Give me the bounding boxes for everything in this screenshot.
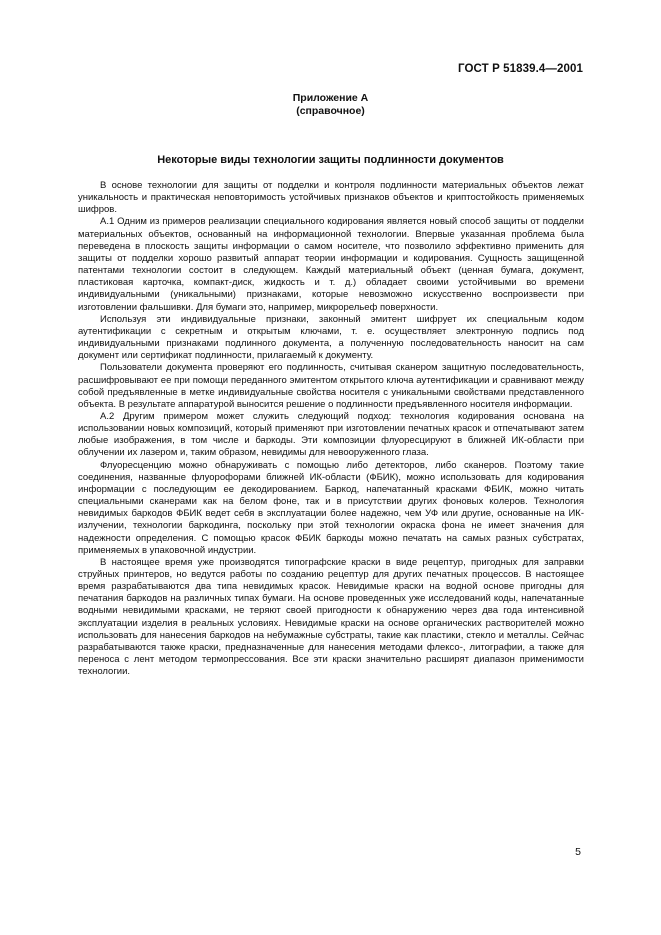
appendix-title: Приложение А [292,92,369,104]
appendix-heading [0,92,661,118]
paragraph-a2-inks: В настоящее время уже производятся типографские краски в виде рецептур, пригодных для заправки струйных принтеров, но ведутся работы по созданию рецептур для других печатных процессов. В настоящее время разрабатываются два типа невидимых красок. Невидимые краски на водной основе пригодны для печатания баркодов на различных типах бумаги. На основе проведенных уже исследований коды, напечатанные водными невидимыми красками, не теряют своей пригодности к обнаружению через два года интенсивной эксплуатации изделия в реальных условиях. Невидимые краски на основе органических растворителей можно использовать для нанесения баркодов на небумажные субстраты, такие как пластики, стекло и металлы. Сейчас разрабатываются также краски, предназначенные для нанесения методами флексо-, литографии, а также для переноса с лент методом термопрессования. Все эти краски значительно расширят диапазон применимости технологии. [78,556,584,678]
paragraph-a2: А.2 Другим примером может служить следующий подход: технология кодирования основана на использовании новых композиций, который применяют при изготовлении печатных красок и отпечатывают затем любые изображения, в том числе и баркоды. Эти композиции флуоресцируют в ближней ИК-области при облучении их лазером и, таким образом, невидимы для невооруженного глаза. [78,410,584,459]
paragraph-a1: А.1 Одним из примеров реализации специального кодирования является новый способ защиты от подделки материальных объектов, основанный на информационной технологии. Впервые указанная проблема была переведена в плоскость защиты информации о самом носителе, что позволило эффективно применить для защиты от подделки хорошо развитый аппарат теории информации и кодирования. Сущность защищенной патентами технологии состоит в следующем. Каждый материальный объект (ценная бумага, документ, пластиковая карточка, компакт-диск, жидкость и т. д.) обладает своими устойчивыми во времени индивидуальными (уникальными) признаками, которые невозможно искусственно воспроизвести при изготовлении фальшивки. Для бумаги это, например, микрорельеф поверхности. [78,216,584,313]
standard-code: ГОСТ Р 51839.4—2001 [458,63,583,75]
paragraph-intro: В основе технологии для защиты от подделки и контроля подлинности материальных объектов лежат уникальность и практическая неповторимость устойчивых признаков объектов и криптостойкость применяемых шифров. [78,180,584,216]
paragraph-a2-fluorescence: Флуоресценцию можно обнаруживать с помощью либо детекторов, либо сканеров. Поэтому такие соединения, названные флуорофорами ближней ИК-области (ФБИК), можно использовать для кодирования информации с последующим ее декодированием. Баркод, напечатанный красками ФБИК, можно читать специальными сканерами как на белом фоне, так и в присутствии других фоновых колеров. Технология невидимых баркодов ФБИК ведет себя в эксплуатации более надежно, чем УФ или другие, основанные на ИК-излучении, технологии баркодинга, поскольку при этой технологии окраска фона не имеет значения для надежности определения. С помощью красок ФБИК баркоды можно печатать на самых разных субстратах, применяемых в упаковочной индустрии. [78,459,584,556]
body-text [78,180,584,678]
paragraph-a1-verification: Пользователи документа проверяют его подлинность, считывая сканером защитную последовательность, расшифровывают ее при помощи переданного эмитентом открытого ключа аутентификации и сравнивают между собой предъявленные в метке индивидуальные свойства носителя с уникальными свойствами представленного объекта. В результате аппаратурой выносится решение о подлинности предъявленного носителя информации. [78,362,584,410]
appendix-type: (справочное) [296,105,365,117]
page-number: 5 [575,846,581,858]
paragraph-a1-signature: Используя эти индивидуальные признаки, законный эмитент шифрует их специальным кодом аутентификации с секретным и открытым ключами, т. е. осуществляет электронную подпись под индивидуальными признаками подлинного документа, а полученную последовательность наносит на сам документ или сертификат подлинности, прилагаемый к документу. [78,313,584,362]
section-title: Некоторые виды технологии защиты подлинности документов [157,154,504,166]
